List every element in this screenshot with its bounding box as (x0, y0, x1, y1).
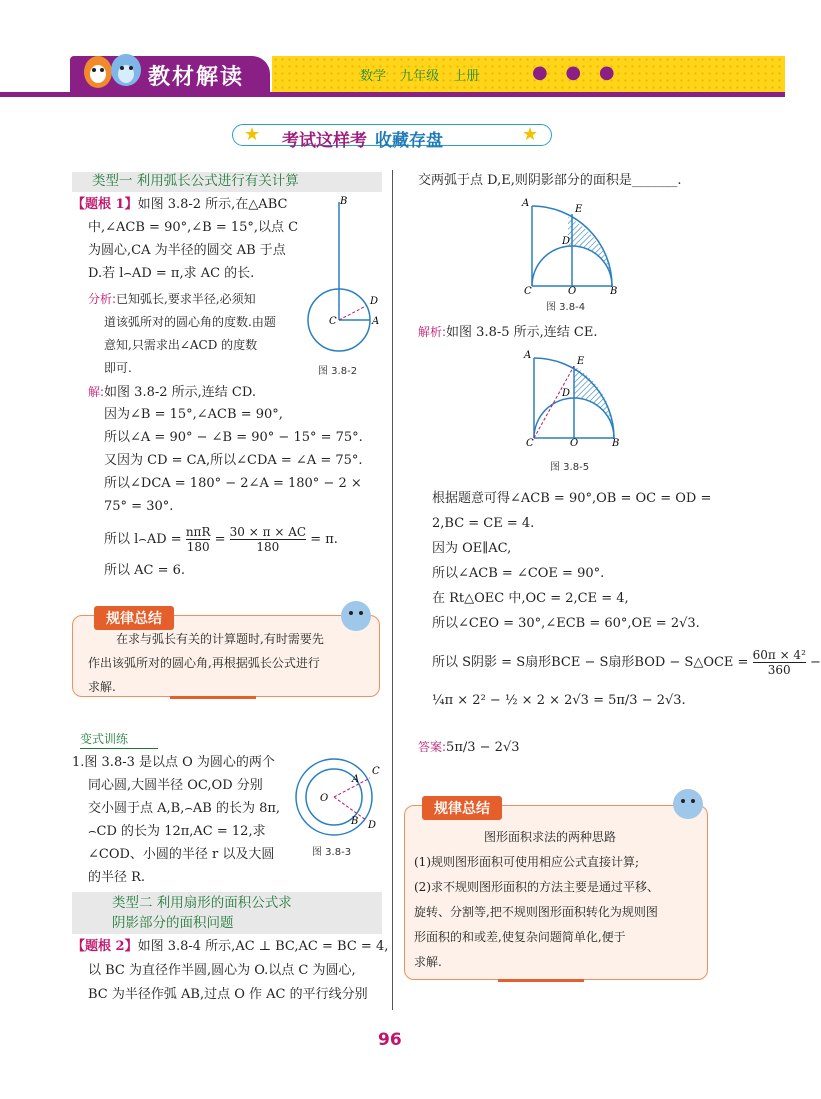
ex2-line1 (72, 938, 388, 956)
practice-tag: 变式训练 (80, 730, 158, 749)
f2-label-a: A (352, 774, 360, 785)
sol-line7: 所以 l⌢AD = $\frac{\text{nπR}}{180}$ = $\frac{30 \times \pi \times AC}{180}$ = π. (104, 525, 338, 554)
frac3-num: 60π × 4² (752, 648, 806, 662)
frac1-num: nπR (185, 525, 211, 539)
sol-line6: 75° = 30°. (104, 499, 174, 514)
solr-line8: ¼π × 2² − ½ × 2 × 2√3 = 5π/3 − 2√3. (432, 693, 686, 708)
figure-3-8-2 (300, 192, 390, 362)
sol-line5: 所以∠DCA = 180° − 2∠A = 180° − 2 × (104, 476, 362, 491)
sol7-pre: 所以 l⌢AD = (104, 532, 182, 547)
answer-value: 5π/3 − 2√3 (446, 740, 520, 755)
analysis-line1 (88, 290, 256, 308)
sol-line8: 所以 AC = 6. (104, 563, 186, 578)
frac3-den: 360 (753, 662, 806, 677)
solr7-pre: 所以 S阴影 = S扇形BCE − S扇形BOD − S△OCE = (432, 655, 749, 670)
jiexi-tag: 解析: (418, 325, 447, 339)
type2-heading-line2: 阴影部分的面积问题 (112, 915, 234, 931)
p1-line6: 的半径 R. (88, 870, 146, 885)
summary2-line5: 求解. (414, 955, 442, 969)
f1-label-d: D (370, 296, 379, 307)
ex1-text: 如图 3.8-2 所示,在△ABC (137, 197, 288, 212)
summary2-title: 图形面积求法的两种思路 (484, 830, 617, 844)
f2-label-c: C (372, 766, 380, 777)
fig3-caption: 图 3.8-4 (546, 302, 586, 313)
right-line1: 交两弧于点 D,E,则阴影部分的面积是_______. (418, 173, 682, 188)
jiexi-line (418, 323, 597, 342)
p1-line5: ∠COD、小圆的半径 r 以及大圆 (88, 847, 275, 862)
f4-label-e: E (577, 356, 585, 367)
fig2-caption: 图 3.8-3 (312, 847, 352, 858)
f3-label-e: E (575, 204, 583, 215)
answer-tag: 答案: (418, 740, 447, 754)
analysis-text: 已知弧长,要求半径,必须知 (116, 292, 256, 306)
summary1-line1: 在求与弧长有关的计算题时,有时需要先 (116, 632, 324, 646)
solr-line6: 所以∠CEO = 30°,∠ECB = 60°,OE = 2√3. (432, 616, 700, 631)
sol-line4: 又因为 CD = CA,所以∠CDA = ∠A = 75°. (104, 453, 363, 468)
type2-heading-line1: 类型二 利用扇形的面积公式求 (112, 895, 292, 911)
book-title: 教材解读 (148, 65, 245, 90)
ex1-tag: 【题根 1】 (72, 197, 138, 212)
frac1-den: 180 (186, 540, 210, 554)
sol-line2: 因为∠B = 15°,∠ACB = 90°, (104, 407, 283, 422)
banner-part-a: 考试这样考 (282, 131, 367, 151)
p1-line2: 同心圆,大圆半径 OC,OD 分别 (88, 778, 263, 793)
sol-text: 如图 3.8-2 所示,连结 CD. (104, 385, 256, 400)
fraction-substituted (230, 525, 306, 554)
star-icon: ★ (244, 124, 261, 145)
summary-bar-2 (498, 979, 584, 982)
banner-part-b: 收藏存盘 (375, 131, 443, 151)
solr-line3: 因为 OE∥AC, (432, 541, 512, 556)
summary-tag-1: 规律总结 (94, 606, 174, 630)
summary2-line4: 形面积的和或差,使复杂问题简单化,便于 (414, 930, 626, 944)
ex1-line3: 为圆心,CA 为半径的圆交 AB 于点 (88, 243, 286, 258)
ex1-line2: 中,∠ACB = 90°,∠B = 15°,以点 C (88, 220, 299, 235)
f3-label-a: A (522, 198, 530, 209)
analysis-line4: 即可. (104, 361, 132, 375)
f4-label-o: O (570, 438, 579, 449)
page-number: 96 (378, 1030, 402, 1050)
summary-tag-2: 规律总结 (422, 796, 502, 820)
summary1-line2: 作出该弧所对的圆心角,再根据弧长公式进行 (88, 656, 320, 670)
fig4-caption: 图 3.8-5 (550, 462, 590, 473)
f1-label-a: A (372, 316, 380, 327)
solr-line1: 根据题意可得∠ACB = 90°,OB = OC = OD = (432, 491, 712, 506)
sol7-post: = π. (310, 532, 338, 547)
frac2-den: 180 (230, 539, 306, 554)
solr-line4: 所以∠ACB = ∠COE = 90°. (432, 566, 605, 581)
ex2-text: 如图 3.8-4 所示,AC ⊥ BC,AC = BC = 4, (137, 939, 389, 954)
f4-label-d: D (562, 388, 571, 399)
mascot-icon (76, 44, 146, 94)
ex2-tag: 【题根 2】 (72, 939, 138, 954)
f2-label-d: D (368, 820, 377, 831)
summary2-line1: (1)规则图形面积可使用相应公式直接计算; (414, 855, 640, 869)
solr-line5: 在 Rt△OEC 中,OC = 2,CE = 4, (432, 591, 629, 606)
f2-label-o: O (320, 793, 329, 804)
type2-heading (72, 892, 382, 934)
ex1-line1 (72, 196, 287, 214)
analysis-tag: 分析: (88, 292, 117, 306)
p1-line4: ⌢CD 的长为 12π,AC = 12,求 (88, 824, 266, 839)
p1-line3: 交小圆于点 A,B,⌢AB 的长为 8π, (88, 801, 281, 816)
figure-3-8-5 (520, 346, 620, 449)
ex2-line3: BC 为半径作弧 AB,过点 O 作 AC 的平行线分别 (88, 987, 368, 1002)
sol-line1 (88, 383, 256, 402)
section-banner-title (282, 126, 443, 151)
ex1-line4: D.若 l⌢AD = π,求 AC 的长. (88, 266, 255, 281)
f3-label-o: O (568, 286, 577, 297)
subject-line: 数学 九年级 上册 (360, 69, 480, 84)
analysis-line3: 意知,只需求出∠ACD 的度数 (104, 338, 258, 352)
f3-label-d: D (562, 236, 571, 247)
summary1-line3: 求解. (88, 680, 116, 694)
p1-line1: 1.图 3.8-3 是以点 O 为圆心的两个 (72, 755, 275, 770)
f4-label-b: B (612, 438, 620, 449)
summary-bar-1 (170, 696, 256, 699)
ex2-line2: 以 BC 为直径作半圆,圆心为 O.以点 C 为圆心, (88, 963, 356, 978)
fraction-arc-formula (186, 525, 211, 554)
header-yellow-band (272, 56, 785, 92)
fraction-sector-area (753, 648, 806, 677)
solr-line7 (432, 646, 821, 680)
elephant-icon (670, 786, 706, 822)
column-divider (392, 170, 393, 1010)
f3-label-b: B (610, 286, 618, 297)
f3-label-c: C (524, 286, 532, 297)
frac2-num: 30 × π × AC (229, 525, 307, 539)
elephant-icon (338, 598, 374, 634)
f4-label-c: C (526, 438, 534, 449)
header-dots: ● ● ● (532, 62, 621, 83)
answer-line (418, 738, 520, 757)
figure-3-8-3 (294, 752, 384, 840)
fig1-caption: 图 3.8-2 (318, 366, 358, 377)
jiexi-text: 如图 3.8-5 所示,连结 CE. (446, 325, 598, 340)
f4-label-a: A (524, 350, 532, 361)
f2-label-b: B (351, 816, 359, 827)
f1-label-c: C (329, 316, 337, 327)
summary2-line3: 旋转、分割等,把不规则图形面积转化为规则图 (414, 905, 658, 919)
type1-heading: 类型一 利用弧长公式进行有关计算 (72, 172, 382, 192)
figure-3-8-4 (518, 194, 618, 297)
solution-tag: 解: (88, 385, 105, 399)
summary2-line2: (2)求不规则图形面积的方法主要是通过平移、 (414, 880, 659, 894)
star-icon: ★ (522, 124, 539, 145)
sol-line3: 所以∠A = 90° − ∠B = 90° − 15° = 75°. (104, 430, 363, 445)
solr7-post: − (810, 655, 821, 670)
f1-label-b: B (340, 196, 348, 207)
analysis-line2: 道该弧所对的圆心角的度数.由题 (104, 315, 276, 329)
solr-line2: 2,BC = CE = 4. (432, 516, 535, 531)
